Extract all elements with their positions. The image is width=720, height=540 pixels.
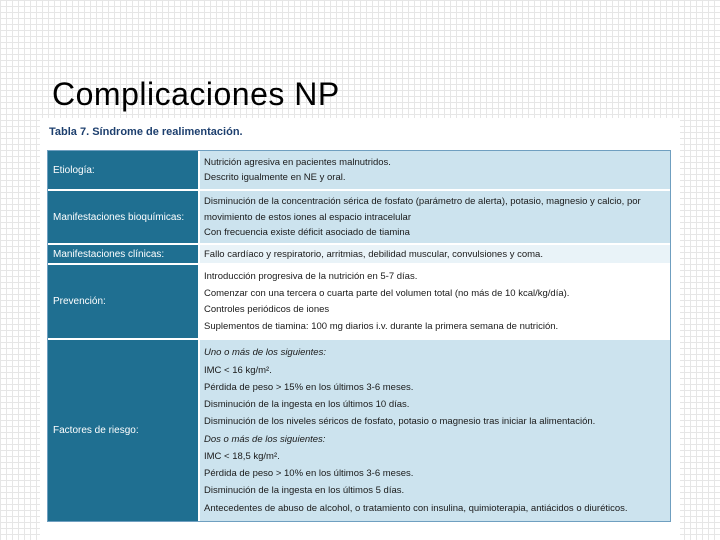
row-line: Controles periódicos de iones	[204, 304, 330, 316]
table-caption-number: Tabla 7.	[49, 126, 90, 138]
table-caption	[49, 126, 243, 138]
row-line: Antecedentes de abuso de alcohol, o tratamiento con insulina, quimioterapia, antiácidos o diuréticos.	[204, 502, 628, 514]
row-line: Pérdida de peso > 10% en los últimos 3-6 meses.	[204, 468, 414, 480]
row-line: Introducción progresiva de la nutrición en 5-7 días.	[204, 271, 418, 283]
row-line: IMC < 18,5 kg/m².	[204, 450, 280, 462]
row-values	[200, 265, 670, 338]
row-label: Manifestaciones bioquímicas:	[48, 191, 200, 243]
row-line: Comenzar con una tercera o cuarta parte del volumen total (no más de 10 kcal/kg/día).	[204, 287, 570, 299]
row-line: Suplementos de tiamina: 100 mg diarios i.v. durante la primera semana de nutrición.	[204, 320, 559, 332]
row-line: Fallo cardíaco y respiratorio, arritmias, debilidad muscular, convulsiones y coma.	[204, 248, 543, 260]
row-label: Manifestaciones clínicas:	[48, 245, 200, 263]
row-line: movimiento de estos iones al espacio intracelular	[204, 211, 411, 223]
table-row-manifestaciones-clinicas	[48, 245, 670, 265]
row-line: Uno o más de los siguientes:	[204, 347, 326, 359]
table-row-etiologia	[48, 151, 670, 191]
row-line: Descrito igualmente en NE y oral.	[204, 172, 346, 184]
row-line: Disminución de la ingesta en los últimos 5 días.	[204, 485, 405, 497]
table-row-prevencion	[48, 265, 670, 340]
row-line: IMC < 16 kg/m².	[204, 364, 272, 376]
refeeding-syndrome-table	[47, 150, 671, 522]
row-line: Disminución de la concentración sérica de fosfato (parámetro de alerta), potasio, magnesio y calcio, por	[204, 196, 641, 208]
row-line: Disminución de la ingesta en los últimos 10 días.	[204, 399, 410, 411]
row-values	[200, 340, 670, 521]
row-values	[200, 245, 670, 263]
table-caption-text: Síndrome de realimentación.	[92, 126, 243, 138]
table-row-factores-de-riesgo	[48, 340, 670, 521]
row-line: Dos o más de los siguientes:	[204, 433, 326, 445]
row-label: Etiología:	[48, 151, 200, 189]
slide-title: Complicaciones NP	[52, 76, 340, 112]
row-line: Disminución de los niveles séricos de fosfato, potasio o magnesio tras iniciar la alimentación.	[204, 416, 596, 428]
table-row-manifestaciones-bioquimicas	[48, 191, 670, 245]
row-label: Factores de riesgo:	[48, 340, 200, 521]
row-values	[200, 191, 670, 243]
row-line: Pérdida de peso > 15% en los últimos 3-6 meses.	[204, 381, 414, 393]
row-line: Con frecuencia existe déficit asociado de tiamina	[204, 226, 410, 238]
row-label: Prevención:	[48, 265, 200, 338]
row-line: Nutrición agresiva en pacientes malnutridos.	[204, 156, 391, 168]
row-values	[200, 151, 670, 189]
